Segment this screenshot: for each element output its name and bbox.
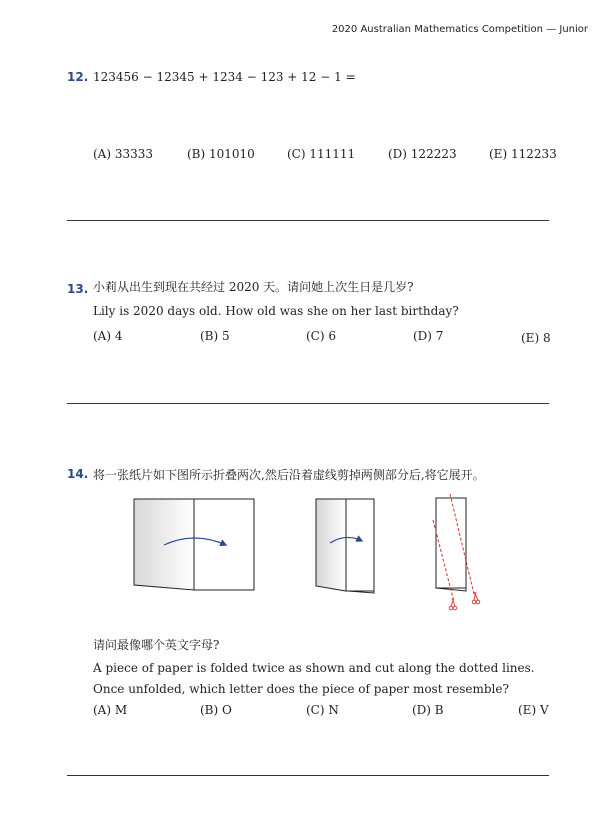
q13-option-e: (E) 8 xyxy=(521,331,551,345)
q13-option-d: (D) 7 xyxy=(413,329,444,343)
q14-option-b: (B) O xyxy=(200,703,232,717)
divider-q12 xyxy=(67,220,549,221)
page-header: 2020 Australian Mathematics Competition — Junior xyxy=(331,24,588,35)
scissors-icon xyxy=(472,592,480,604)
q12-option-b: (B) 101010 xyxy=(187,147,255,161)
folding-figure-step-1 xyxy=(130,495,260,595)
folding-figure-step-3 xyxy=(428,490,488,615)
q14-option-d: (D) B xyxy=(412,703,444,717)
question-14-text-en-1: A piece of paper is folded twice as shown and cut along the dotted lines. xyxy=(93,661,535,675)
q13-option-b: (B) 5 xyxy=(200,329,230,343)
folding-figure-step-2 xyxy=(312,495,382,600)
question-13-number: 13. xyxy=(67,282,89,296)
q12-option-d: (D) 122223 xyxy=(388,147,457,161)
q13-option-a: (A) 4 xyxy=(93,329,123,343)
q14-option-c: (C) N xyxy=(306,703,339,717)
q12-option-c: (C) 111111 xyxy=(287,147,356,161)
q14-option-a: (A) M xyxy=(93,703,128,717)
scissors-icon xyxy=(449,598,457,610)
q12-option-e: (E) 112233 xyxy=(489,147,557,161)
q14-option-e: (E) V xyxy=(518,703,549,717)
question-12-expression: 123456 − 12345 + 1234 − 123 + 12 − 1 = xyxy=(93,70,356,84)
question-13-text-en: Lily is 2020 days old. How old was she on her last birthday? xyxy=(93,304,459,318)
divider-q14 xyxy=(67,775,549,776)
question-14-text-zh: 将一张纸片如下图所示折叠两次,然后沿着虚线剪掉两侧部分后,将它展开。 xyxy=(93,468,485,482)
question-12-number: 12. xyxy=(67,70,89,84)
question-13-text-zh: 小莉从出生到现在共经过 2020 天。请问她上次生日是几岁? xyxy=(93,280,414,294)
divider-q13 xyxy=(67,403,549,404)
question-14-question-zh: 请问最像哪个英文字母? xyxy=(93,638,220,652)
q13-option-c: (C) 6 xyxy=(306,329,336,343)
question-14-number: 14. xyxy=(67,467,89,481)
q12-option-a: (A) 33333 xyxy=(93,147,154,161)
question-14-text-en-2: Once unfolded, which letter does the piece of paper most resemble? xyxy=(93,682,509,696)
